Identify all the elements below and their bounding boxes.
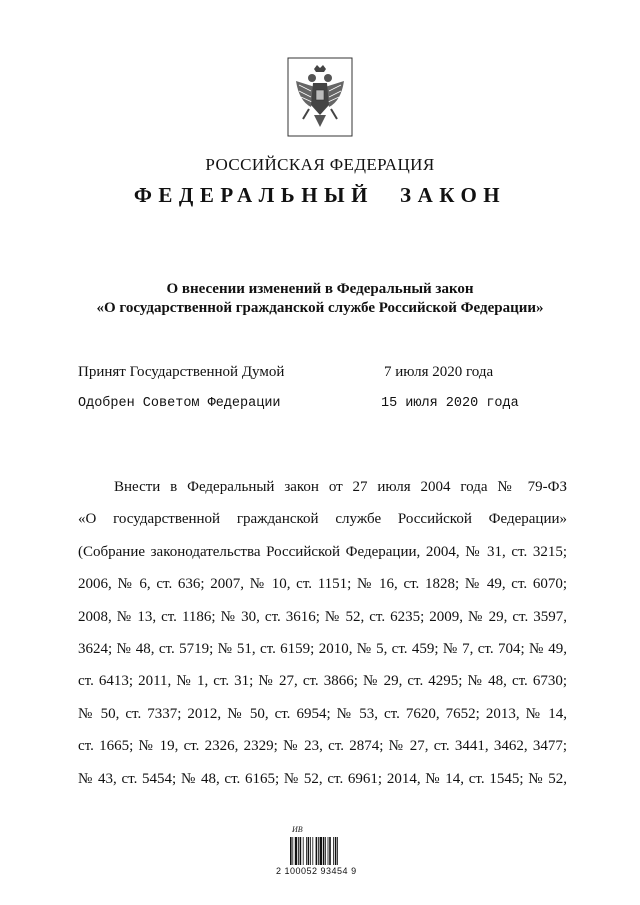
council-approval-label: Одобрен Советом Федерации bbox=[78, 396, 281, 411]
body-line: Внести в Федеральный закон от 27 июля 2004 года № 79-ФЗ bbox=[114, 479, 567, 495]
body-line: № 43, ст. 5454; № 48, ст. 6165; № 52, ст. 6961; 2014, № 14, ст. 1545; № 52, bbox=[78, 770, 567, 787]
body-line: «О государственной гражданской службе Российской Федерации» bbox=[78, 511, 567, 528]
council-approval-date: 15 июля 2020 года bbox=[381, 396, 519, 411]
body-line: ст. 6413; 2011, № 1, ст. 31; № 27, ст. 3866; № 29, ст. 4295; № 48, ст. 6730; bbox=[78, 673, 567, 690]
duma-adoption-label: Принят Государственной Думой bbox=[78, 364, 285, 380]
law-title-line-2: «О государственной гражданской службе Российской Федерации» bbox=[96, 300, 544, 316]
coat-of-arms-emblem bbox=[287, 57, 353, 137]
body-line: (Собрание законодательства Российской Федерации, 2004, № 31, ст. 3215; bbox=[78, 543, 567, 560]
law-title-line-1: О внесении изменений в Федеральный закон bbox=[166, 281, 474, 297]
law-body-text bbox=[78, 471, 567, 795]
body-line: 3624; № 48, ст. 5719; № 51, ст. 6159; 2010, № 5, ст. 459; № 7, ст. 704; № 49, bbox=[78, 641, 567, 658]
body-line: 2006, № 6, ст. 636; 2007, № 10, ст. 1151; № 16, ст. 1828; № 49, ст. 6070; bbox=[78, 576, 567, 593]
barcode-mark: ИВ bbox=[292, 825, 303, 834]
law-type-word-law: ЗАКОН bbox=[400, 183, 507, 207]
duma-adoption-date: 7 июля 2020 года bbox=[384, 364, 494, 380]
body-line: 2008, № 13, ст. 1186; № 30, ст. 3616; № 52, ст. 6235; 2009, № 29, ст. 3597, bbox=[78, 608, 567, 625]
law-type-heading bbox=[0, 183, 640, 208]
body-line: ст. 1665; № 19, ст. 2326, 2329; № 23, ст. 2874; № 27, ст. 3441, 3462, 3477; bbox=[78, 738, 567, 755]
body-line: № 50, ст. 7337; 2012, № 50, ст. 6954; № 53, ст. 7620, 7652; 2013, № 14, bbox=[78, 705, 567, 722]
barcode-bars bbox=[290, 837, 338, 865]
law-type-word-federal: ФЕДЕРАЛЬНЫЙ bbox=[133, 183, 374, 207]
country-heading: РОССИЙСКАЯ ФЕДЕРАЦИЯ bbox=[205, 155, 435, 174]
barcode-number: 2 100052 93454 9 bbox=[276, 866, 357, 876]
law-title bbox=[0, 280, 640, 318]
